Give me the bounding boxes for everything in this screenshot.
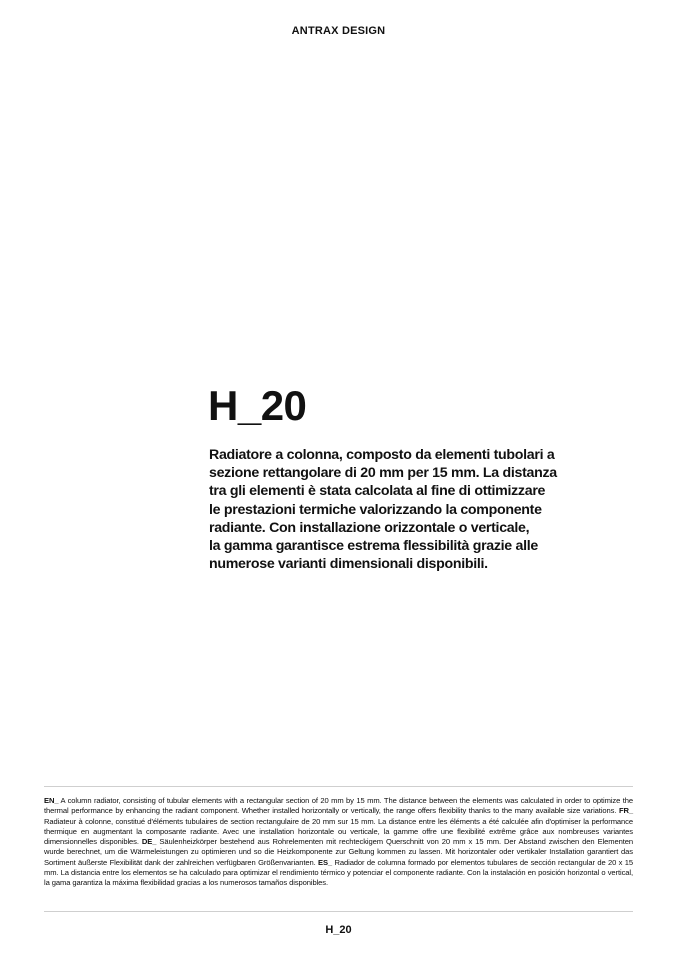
lang-tag-es: ES_ xyxy=(318,857,333,867)
lead-line: numerose varianti dimensionali disponibili. xyxy=(209,556,488,573)
footnote-text-en: A column radiator, consisting of tubular elements with a rectangular section of 20 mm by 15 mm. The distance between the elements was calculated in order to optimize the thermal performance by enhancing the radiant component. Whether installed horizontally or vertically, the range offers flexibility thanks to the many available size variations. xyxy=(44,796,633,816)
footnote-top-divider xyxy=(44,786,633,787)
footnote-text-fr: Radiateur à colonne, constitué d'éléments tubulaires de section rectangulaire de 20 mm sur 15 mm. La distance entre les éléments a été calculée afin d'optimiser la performance thermique en augmentant la composante radiante. Avec une installation horizontale ou verticale, la gamme offre une flexibilité extrême grâce aux nombreuses variantes dimensionnelles disponibles. xyxy=(44,816,633,847)
footnote-bottom-divider xyxy=(44,911,633,912)
page-footer-label: H_20 xyxy=(325,924,352,936)
lead-line: Radiatore a colonna, composto da elementi tubolari a xyxy=(209,447,555,463)
lead-line: sezione rettangolare di 20 mm per 15 mm. La distanza xyxy=(209,465,557,482)
lead-line: tra gli elementi è stata calcolata al fine di ottimizzare xyxy=(209,483,546,500)
lang-tag-fr: FR_ xyxy=(618,806,633,816)
brand-header: ANTRAX DESIGN xyxy=(291,25,386,37)
multilingual-footnote xyxy=(44,796,633,889)
lead-paragraph xyxy=(209,446,579,573)
footnote-text-de: Säulenheizkörper bestehend aus Rohrelementen mit rechteckigem Querschnitt von 20 mm x 15 mm. Der Abstand zwischen den Elementen wurde berechnet, um die Wärmeleistungen zu optimieren und so die Heizkomponente zur Geltung kommen zu lassen. Mit horizontaler oder vertikaler Installation garantiert das Sortiment äußerste Flexibilität dank der zahlreichen verfügbaren Größenvarianten. xyxy=(44,837,633,867)
lead-line: radiante. Con installazione orizzontale o verticale, xyxy=(209,519,530,536)
page-title: H_20 xyxy=(208,382,307,429)
lang-tag-en: EN_ xyxy=(44,796,59,805)
lead-line: la gamma garantisce estrema flessibilità grazie alle xyxy=(209,538,539,555)
lead-line: le prestazioni termiche valorizzando la componente xyxy=(209,501,542,518)
lang-tag-de: DE_ xyxy=(141,837,157,847)
footnote-text-es: Radiador de columna formado por elementos tubulares de sección rectangular de 20 x 15 mm. La distancia entre los elementos se ha calculado para optimizar el rendimiento térmico y potenciar el componente radiante. Con la instalación en posición horizontal o vertical, la gama garantiza la máxima flexibilidad gracias a los numerosos tamaños disponibles. xyxy=(44,857,633,888)
